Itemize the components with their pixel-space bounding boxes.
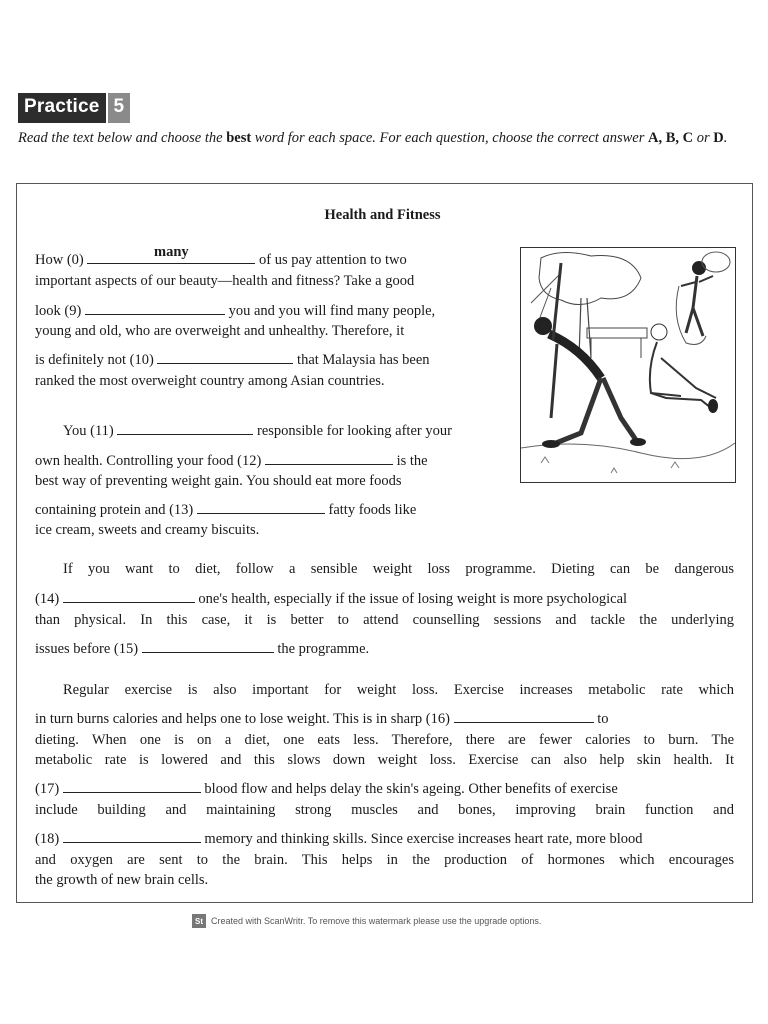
instruction-text: or (693, 130, 714, 146)
blank-15[interactable] (142, 640, 274, 653)
practice-badge (18, 93, 130, 123)
line-text: is the (392, 453, 428, 469)
line-text: You (11) (63, 423, 118, 439)
passage-line (35, 350, 430, 370)
practice-number: 5 (108, 93, 131, 123)
line-text: one's health, especially if the issue of losing weight is more psychological (194, 591, 628, 607)
line-text: to (593, 711, 609, 727)
passage-line: and oxygen are sent to the brain. This helps in the production of hormones which encourages (35, 852, 734, 868)
passage-line: than physical. In this case, it is better to attend counselling sessions and tackle the underlying (35, 612, 734, 628)
passage-title: Health and Fitness (324, 207, 441, 223)
line-text: responsible for looking after your (253, 423, 452, 439)
blank-18[interactable] (63, 830, 201, 843)
instruction-text: . (723, 130, 728, 146)
line-text: you and you will find many people, (224, 303, 436, 319)
passage-line: metabolic rate is lowered and this slows down weight loss. Exercise can also help skin health. It (35, 752, 734, 768)
passage-line: the growth of new brain cells. (35, 872, 209, 888)
watermark-text: Created with ScanWritr. To remove this watermark please use the upgrade options. (211, 916, 542, 926)
passage-line (63, 421, 452, 441)
people-exercising-illustration (520, 247, 736, 483)
instruction-text: Read the text below and choose the (18, 130, 227, 146)
watermark (192, 914, 541, 928)
blank-0[interactable] (87, 244, 255, 264)
instruction-options: A, B, C (647, 130, 694, 146)
passage-line (35, 589, 627, 609)
line-text: fatty foods like (324, 502, 417, 518)
example-answer: many (154, 244, 189, 260)
passage-line (35, 639, 369, 659)
blank-13[interactable] (197, 501, 325, 514)
line-text: How (0) (35, 252, 88, 268)
passage-line: ice cream, sweets and creamy biscuits. (35, 522, 260, 538)
passage-line (35, 451, 428, 471)
blank-16[interactable] (454, 710, 594, 723)
line-text: in turn burns calories and helps one to lose weight. This is in sharp (16) (35, 711, 454, 727)
practice-label: Practice (18, 93, 106, 123)
line-text: blood flow and helps delay the skin's ageing. Other benefits of exercise (200, 781, 618, 797)
passage-line: Regular exercise is also important for weight loss. Exercise increases metabolic rate which (63, 682, 734, 698)
instructions (18, 128, 758, 149)
blank-14[interactable] (63, 590, 195, 603)
passage-line: If you want to diet, follow a sensible weight loss programme. Dieting can be dangerous (63, 561, 734, 577)
passage-line (35, 500, 416, 520)
passage-line: include building and maintaining strong muscles and bones, improving brain function and (35, 802, 734, 818)
passage-line: best way of preventing weight gain. You should eat more foods (35, 473, 402, 489)
blank-12[interactable] (265, 452, 393, 465)
instruction-option-d: D (713, 130, 724, 146)
line-text: (14) (35, 591, 63, 607)
line-text: own health. Controlling your food (12) (35, 453, 265, 469)
passage-line (35, 301, 435, 321)
line-text: of us pay attention to two (255, 252, 407, 268)
passage-line (35, 709, 608, 729)
line-text: that Malaysia has been (293, 352, 430, 368)
passage-line (35, 779, 618, 799)
line-text: (17) (35, 781, 63, 797)
line-text: memory and thinking skills. Since exercise increases heart rate, more blood (200, 831, 643, 847)
passage-line: dieting. When one is on a diet, one eats less. Therefore, there are fewer calories to burn. The (35, 732, 734, 748)
passage-line: ranked the most overweight country among Asian countries. (35, 373, 385, 389)
passage-line (35, 829, 643, 849)
line-text: look (9) (35, 303, 85, 319)
blank-11[interactable] (117, 422, 253, 435)
blank-17[interactable] (63, 780, 201, 793)
instruction-emphasis: best (226, 130, 252, 146)
line-text: issues before (15) (35, 641, 142, 657)
scanwritr-logo-icon: St (192, 914, 206, 928)
line-text: the programme. (273, 641, 370, 657)
blank-10[interactable] (157, 351, 293, 364)
blank-9[interactable] (85, 302, 225, 315)
passage-line: important aspects of our beauty—health and fitness? Take a good (35, 273, 415, 289)
passage-line (35, 244, 407, 270)
instruction-text: word for each space. For each question, choose the correct answer (251, 130, 648, 146)
line-text: (18) (35, 831, 63, 847)
passage-line: young and old, who are overweight and unhealthy. Therefore, it (35, 323, 405, 339)
line-text: containing protein and (13) (35, 502, 197, 518)
line-text: is definitely not (10) (35, 352, 158, 368)
